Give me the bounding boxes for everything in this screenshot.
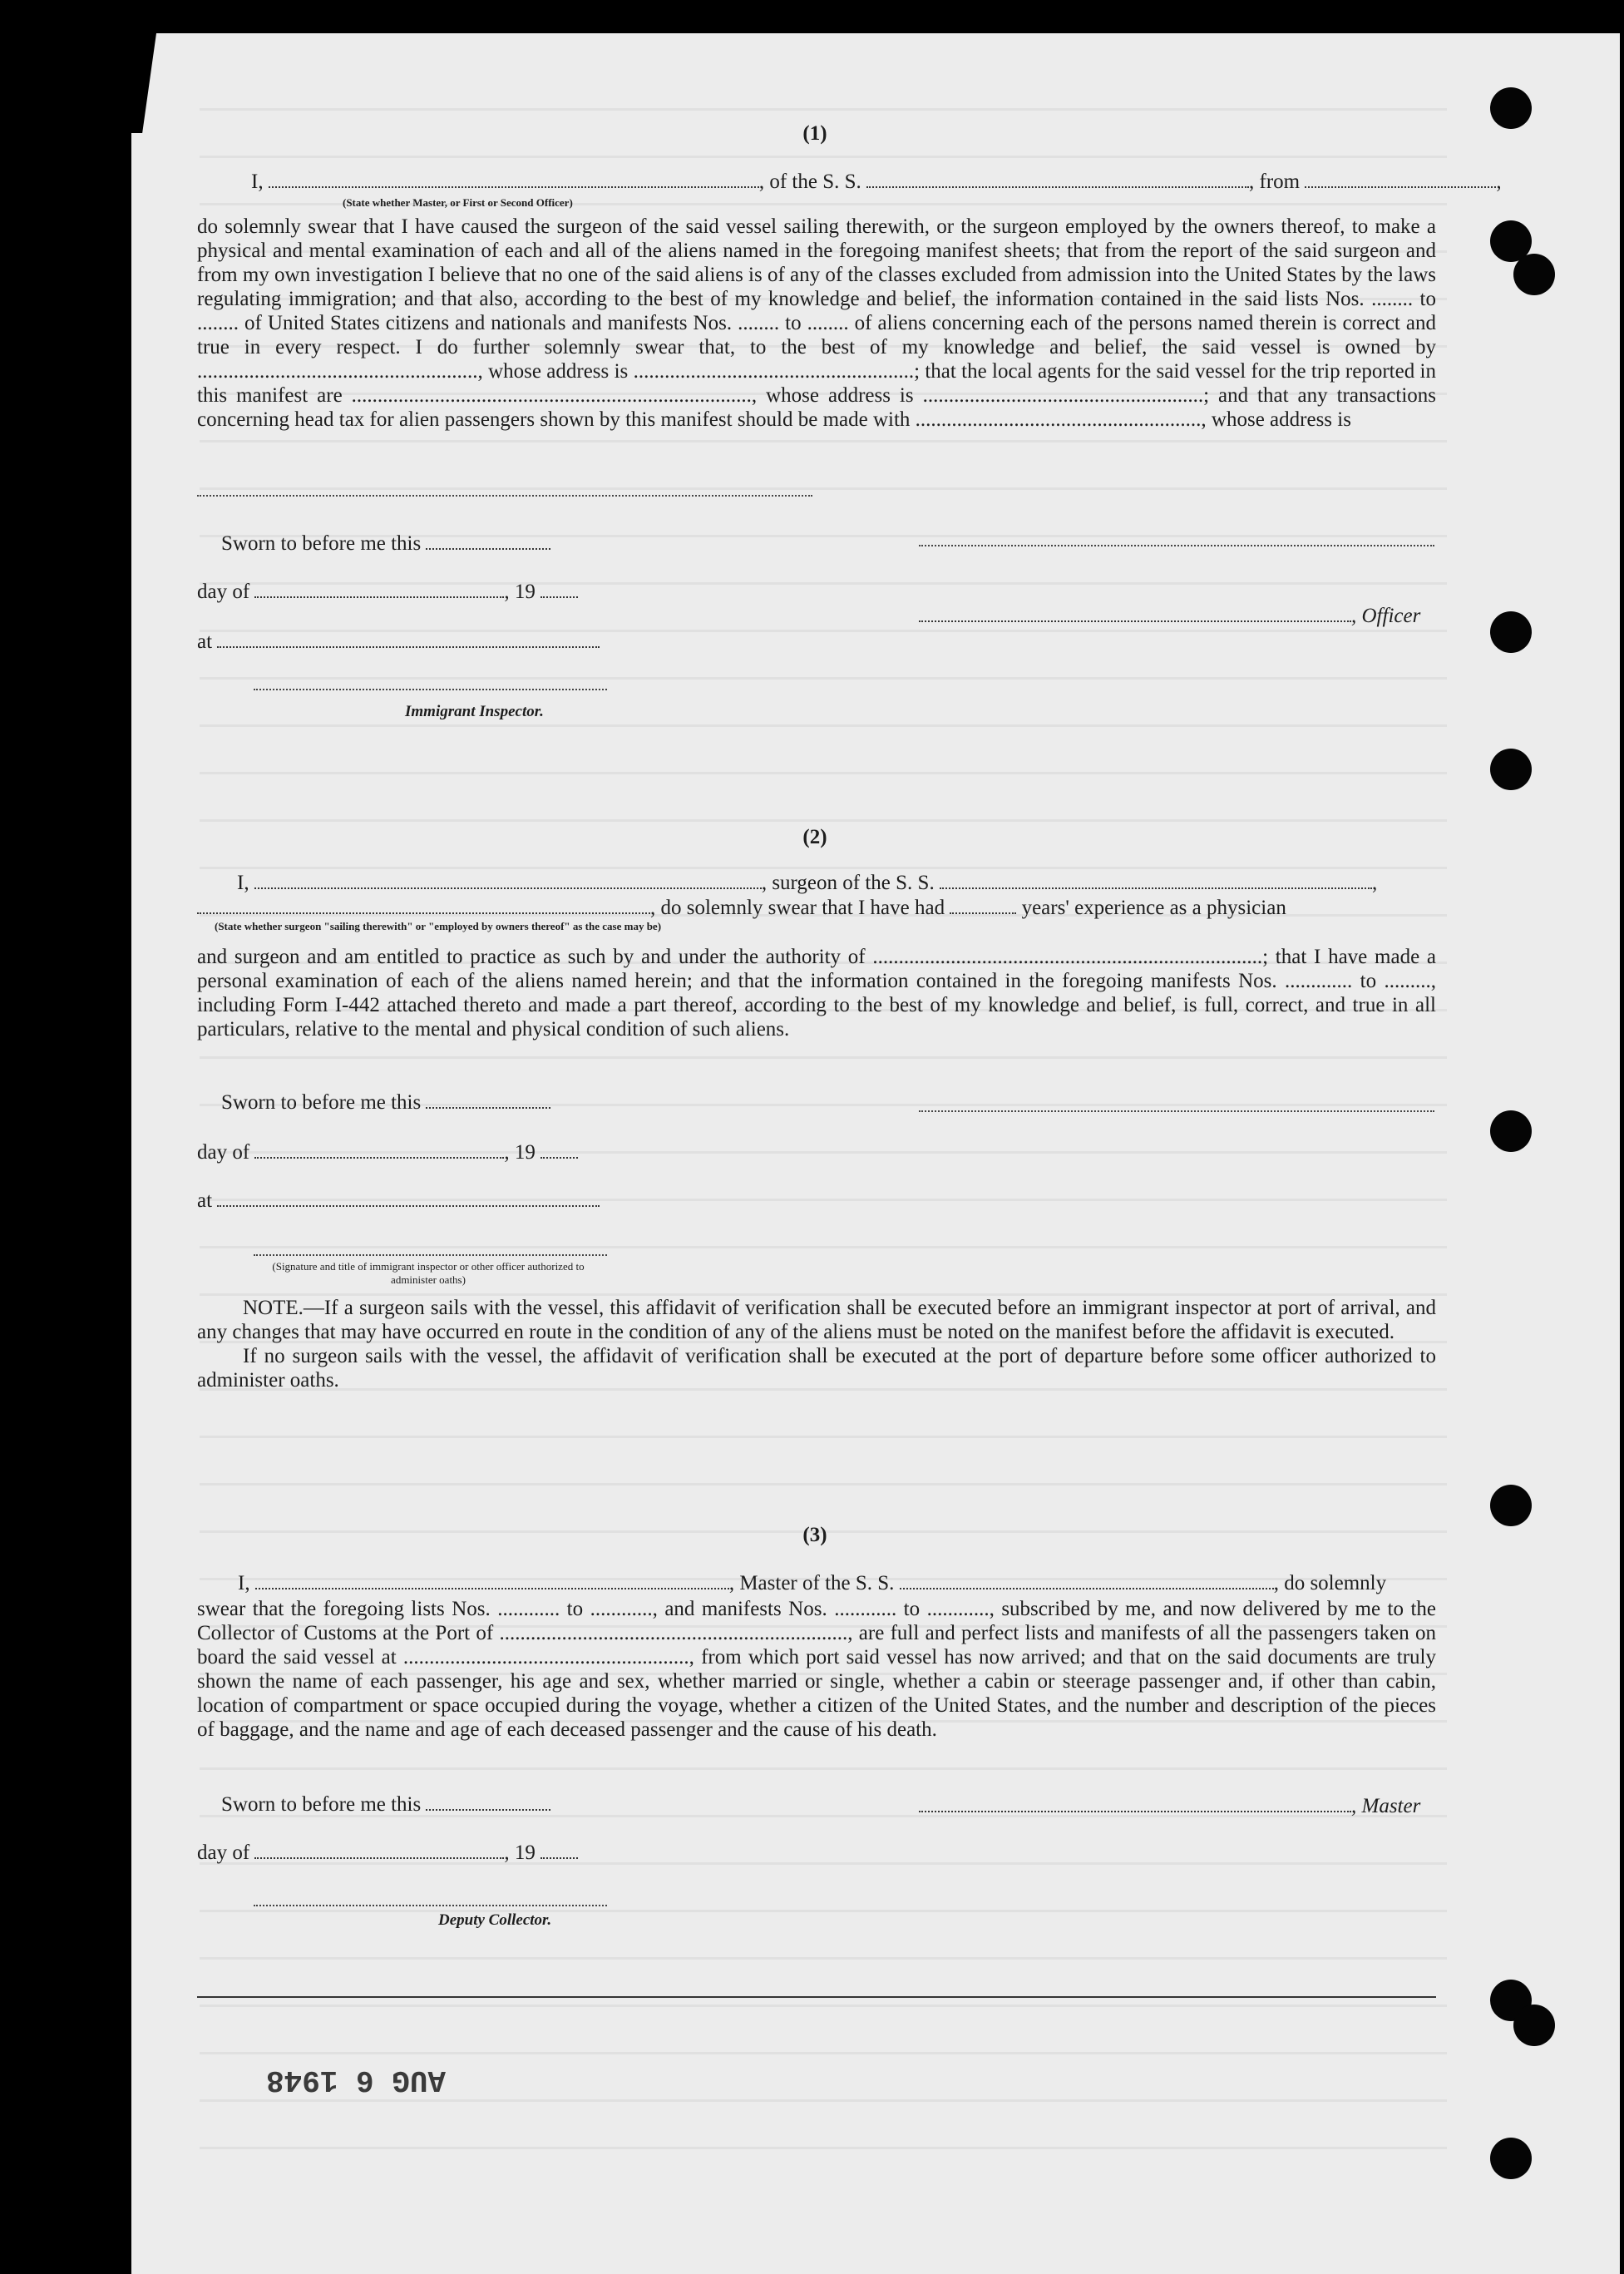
master-name-field[interactable] (255, 1583, 729, 1589)
day-field[interactable] (254, 1152, 504, 1159)
collector-signature-line[interactable] (254, 1905, 607, 1906)
section-number: (3) (802, 1524, 827, 1546)
officer-name-field[interactable] (269, 181, 759, 188)
officer-title: , Officer (919, 605, 1420, 628)
sworn-date-field[interactable] (426, 543, 550, 550)
label-of-ss: , of the S. S. (758, 171, 861, 193)
years-field[interactable] (950, 907, 1016, 914)
day-field[interactable] (254, 591, 504, 598)
bottom-rule (197, 1996, 1436, 1998)
day-of-line: day of , 19 (197, 1841, 578, 1865)
vessel-name-field[interactable] (866, 181, 1249, 188)
punch-hole (1490, 749, 1532, 790)
punch-hole (1490, 611, 1532, 653)
label-from: , from (1249, 171, 1301, 193)
signature-line[interactable] (197, 495, 812, 497)
officer-signature-line[interactable] (919, 545, 1434, 546)
master-signature-field[interactable] (919, 1806, 1351, 1812)
place-field[interactable] (217, 1200, 600, 1207)
master-vessel-field[interactable] (900, 1583, 1274, 1589)
master-title: , Master (919, 1795, 1420, 1818)
year-field[interactable] (541, 1152, 578, 1159)
surgeon-line: I, , surgeon of the S. S. , (237, 872, 1378, 894)
day-field[interactable] (254, 1852, 504, 1859)
note-2: If no surgeon sails with the vessel, the affidavit of verification shall be executed at the port of departure before some officer authorized to administer oaths. (197, 1345, 1436, 1392)
at-line: at (197, 1189, 600, 1213)
master-line: I, , Master of the S. S. , do solemnly (238, 1572, 1387, 1594)
label-i: I, (251, 171, 264, 193)
sworn-line: Sworn to before me this (221, 532, 550, 556)
punch-hole (1490, 1485, 1532, 1526)
surgeon-name-field[interactable] (254, 882, 762, 889)
surgeon-vessel-field[interactable] (940, 882, 1372, 889)
punch-hole (1490, 87, 1532, 129)
note-1: NOTE.—If a surgeon sails with the vessel, this affidavit of verification shall be executed before an immigrant inspector at port of arrival, and any changes that may have occurred en route in the condition of any of the aliens must be noted on the manifest before the affidavit is executed. (197, 1297, 1436, 1343)
day-of-line: day of , 19 (197, 1141, 578, 1164)
collector-label: Deputy Collector. (438, 1911, 552, 1929)
statement-officer-line: I, , of the S. S. , from , (251, 171, 1502, 193)
sworn-line: Sworn to before me this (221, 1793, 550, 1817)
date-stamp: AUG 6 1948 (266, 2063, 447, 2097)
signature-caption: (Signature and title of immigrant inspector or other officer authorized to administer oaths) (272, 1260, 585, 1286)
year-field[interactable] (541, 591, 578, 598)
sworn-date-field[interactable] (426, 1102, 550, 1109)
punch-hole (1513, 254, 1555, 295)
day-of-line: day of , 19 (197, 581, 578, 604)
oath-body: do solemnly swear that I have caused the surgeon of the said vessel sailing therewith, or the surgeon employed by the owners thereof, to make a physical and mental examination of each and all of the aliens named in the foregoing manifest sheets; that from the report of the said surgeon and from my own investigation I believe that no one of the said aliens is of any of the classes excluded from admission into the United States by the laws regulating immigration; and that also, according to the best of my knowledge and belief, the information contained in the said lists Nos. ........ to ........ of United States citizens and nationals and manifests Nos. ........ to ........ of aliens concerning each of the persons named therein is correct and true in every respect. I do further solemnly swear that, to the best of my knowledge and belief, the said vessel is owned by ......................................................, whose address is ......................................................; that the local agents for the said vessel for the trip reported in this manifest are ............................................................................., whose address is ......................................................; and that any transactions concerning head tax for alien passengers shown by this manifest should be made with ......................................................., whose address is (197, 215, 1436, 431)
sworn-line: Sworn to before me this (221, 1091, 550, 1115)
surgeon-capacity-field[interactable] (197, 907, 650, 914)
departure-port-field[interactable] (1305, 181, 1496, 188)
punch-hole (1490, 1110, 1532, 1152)
officer-caption: (State whether Master, or First or Second Officer) (343, 196, 573, 209)
year-field[interactable] (541, 1852, 578, 1859)
surgeon-caption: (State whether surgeon "sailing therewith" or "employed by owners thereof" as the case may be) (215, 920, 662, 932)
experience-line: , do solemnly swear that I have had years' experience as a physician (197, 897, 1286, 920)
place-field[interactable] (217, 641, 600, 648)
punch-hole (1513, 2005, 1555, 2046)
section-number: (1) (802, 122, 827, 145)
surgeon-signature-line[interactable] (919, 1110, 1434, 1112)
at-line: at (197, 630, 600, 654)
inspector-signature-line[interactable] (254, 1254, 607, 1256)
officer-field[interactable] (919, 615, 1351, 622)
inspector-signature-line[interactable] (254, 689, 607, 690)
master-body: swear that the foregoing lists Nos. ............ to ............, and manifests Nos. ............ to ............, subscribed by me, and now delivered by me to the Collector of Customs at the Port of ..................................................................., are full and perfect lists and manifests of all the passengers taken on board the said vessel at ......................................................., from which port said vessel has now arrived; and that on the said documents are truly shown the name of each passenger, his age and sex, whether married or single, whether a cabin or steerage passenger and, if other than cabin, location of compartment or space occupied during the voyage, whether a citizen of the United States, and the number and description of the pieces of baggage, and the name and age of each deceased passenger and the cause of his death. (197, 1598, 1436, 1741)
section-number: (2) (802, 826, 827, 848)
surgeon-body: and surgeon and am entitled to practice as such by and under the authority of ...........................................................................; that I have made a personal examination of each of the aliens named herein; and that the information contained in the foregoing manifests Nos. ............. to ........., including Form I-442 attached thereto and made a part thereof, according to the best of my knowledge and belief, is full, correct, and true in all particulars, relative to the mental and physical condition of such aliens. (197, 946, 1436, 1041)
punch-hole (1490, 2138, 1532, 2179)
sworn-date-field[interactable] (426, 1804, 550, 1811)
inspector-label: Immigrant Inspector. (405, 703, 544, 720)
